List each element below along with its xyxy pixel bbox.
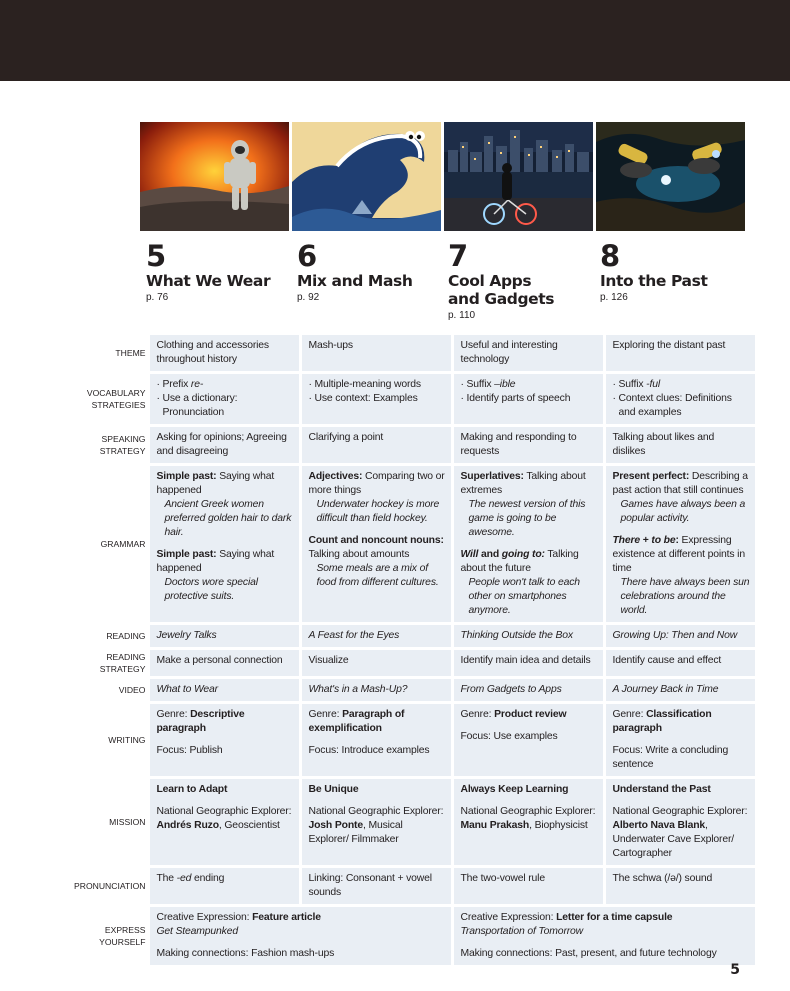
explorer-role: , Musical Explorer/ Filmmaker bbox=[308, 820, 403, 845]
grammar-heading: Superlatives: bbox=[460, 471, 524, 482]
grammar-example: There have always been sun celebrations around the world. bbox=[620, 577, 750, 616]
grammar-heading: + bbox=[640, 535, 652, 546]
mission-title: Learn to Adapt bbox=[156, 784, 228, 795]
row-label-reading: READING bbox=[106, 631, 146, 641]
explorer-role: , Geoscientist bbox=[218, 820, 280, 831]
grammar-heading: to be bbox=[651, 535, 676, 546]
express-cell bbox=[150, 907, 451, 965]
focus-prefix: Focus: bbox=[156, 745, 190, 756]
grammar-point bbox=[308, 470, 445, 498]
vocab-item: · Identify parts of speech bbox=[460, 393, 571, 404]
speaking-cell: Asking for opinions; Agreeing and disagreeing bbox=[150, 427, 299, 463]
video-cell: From Gadgets to Apps bbox=[454, 679, 603, 701]
grammar-heading: Will bbox=[460, 549, 479, 560]
genre-value: Product review bbox=[494, 709, 567, 720]
grammar-example: Doctors wore special protective suits. bbox=[164, 577, 258, 602]
grammar-cell bbox=[606, 466, 755, 622]
reading-strategy-cell: Visualize bbox=[302, 650, 451, 676]
explorer-name: Manu Prakash bbox=[460, 820, 530, 831]
vocabulary-cell bbox=[150, 374, 299, 424]
reading-cell: Thinking Outside the Box bbox=[454, 625, 603, 647]
row-label-mission: MISSION bbox=[109, 817, 146, 827]
grammar-text: Describing a past action that still continues bbox=[612, 471, 748, 496]
genre-value: Paragraph of exemplification bbox=[308, 709, 405, 734]
focus-value: Write a concluding sentence bbox=[612, 745, 729, 770]
ce-title: Transportation of Tomorrow bbox=[460, 926, 584, 937]
grammar-example: The newest version of this game is going to be awesome. bbox=[468, 499, 586, 538]
reading-strategy-cell: Make a personal connection bbox=[150, 650, 299, 676]
speaking-row bbox=[74, 427, 755, 463]
grammar-example: People won't talk to each other on smartphones anymore. bbox=[468, 577, 580, 616]
writing-cell bbox=[606, 704, 755, 776]
unit-title-line1: Cool Apps bbox=[448, 272, 532, 290]
top-banner bbox=[0, 0, 790, 81]
unit-title: Into the Past bbox=[600, 272, 708, 290]
ce-prefix: Creative Expression: bbox=[460, 912, 557, 923]
writing-genre bbox=[460, 708, 597, 722]
row-label-writing: WRITING bbox=[108, 735, 146, 745]
writing-focus bbox=[156, 744, 293, 758]
explorer-name: Alberto Nava Blank bbox=[612, 820, 706, 831]
theme-row bbox=[74, 335, 755, 371]
label-line: VOCABULARY bbox=[86, 388, 146, 398]
vocab-text: · Prefix bbox=[156, 379, 191, 390]
explorer-prefix: National Geographic Explorer: bbox=[156, 806, 292, 817]
vocab-item bbox=[460, 378, 597, 392]
ce-type: Letter for a time capsule bbox=[556, 912, 673, 923]
grammar-heading: There bbox=[612, 535, 641, 546]
mission-cell bbox=[302, 779, 451, 865]
row-label-reading-strategy bbox=[74, 650, 147, 676]
speaking-cell: Clarifying a point bbox=[302, 427, 451, 463]
writing-genre bbox=[156, 708, 293, 736]
theme-cell: Mash-ups bbox=[302, 335, 451, 371]
page-number: 5 bbox=[730, 962, 740, 978]
genre-value: Classification paragraph bbox=[612, 709, 712, 734]
vocabulary-cell bbox=[302, 374, 451, 424]
label-line: STRATEGY bbox=[99, 664, 146, 674]
grammar-text: Comparing two or more things bbox=[308, 471, 445, 496]
genre-value: Descriptive paragraph bbox=[156, 709, 245, 734]
unit-7-photo bbox=[444, 122, 593, 231]
reading-strategy-row bbox=[74, 650, 755, 676]
writing-focus bbox=[308, 744, 445, 758]
explorer-name: Andrés Ruzo bbox=[156, 820, 219, 831]
unit-number: 7 bbox=[448, 239, 468, 273]
label-line: STRATEGY bbox=[99, 446, 146, 456]
reading-strategy-cell: Identify main idea and details bbox=[454, 650, 603, 676]
explorer bbox=[460, 819, 597, 833]
explorer-role: , Underwater Cave Explorer/ Cartographer bbox=[612, 820, 735, 859]
vocab-item bbox=[156, 378, 293, 392]
row-label-speaking bbox=[74, 427, 147, 463]
video-cell: What's in a Mash-Up? bbox=[302, 679, 451, 701]
vocab-affix: –ible bbox=[494, 379, 516, 390]
reading-cell: Jewelry Talks bbox=[150, 625, 299, 647]
pronunciation-row bbox=[74, 868, 755, 904]
cave-divers-photo bbox=[596, 122, 745, 231]
unit-title-line2: and Gadgets bbox=[448, 290, 555, 308]
grammar-example: Games have always been a popular activity. bbox=[620, 499, 746, 524]
row-label-grammar: GRAMMAR bbox=[100, 539, 146, 549]
pronunciation-cell: Linking: Consonant + vowel sounds bbox=[302, 868, 451, 904]
focus-value: Publish bbox=[189, 745, 223, 756]
genre-prefix: Genre: bbox=[612, 709, 647, 720]
unit-number: 6 bbox=[297, 239, 317, 273]
focus-value: Introduce examples bbox=[341, 745, 430, 756]
pron-text: The bbox=[156, 873, 177, 884]
grammar-text: Expressing existence at different points in time bbox=[612, 535, 745, 574]
theme-cell: Useful and interesting technology bbox=[454, 335, 603, 371]
writing-cell bbox=[454, 704, 603, 776]
express-yourself-row bbox=[74, 907, 755, 965]
writing-genre bbox=[308, 708, 445, 736]
unit-6-heading bbox=[297, 241, 446, 304]
pron-em: -ed bbox=[176, 873, 192, 884]
genre-prefix: Genre: bbox=[460, 709, 495, 720]
ce-prefix: Creative Expression: bbox=[156, 912, 253, 923]
grammar-heading: Present perfect: bbox=[612, 471, 690, 482]
unit-5-photo bbox=[140, 122, 289, 231]
unit-page: p. 92 bbox=[297, 292, 320, 303]
grammar-example: Ancient Greek women preferred golden hair to dark hair. bbox=[164, 499, 292, 538]
express-cell bbox=[454, 907, 755, 965]
unit-7-heading bbox=[448, 241, 597, 322]
writing-row bbox=[74, 704, 755, 776]
fiery-crater-photo bbox=[140, 122, 289, 231]
vocab-item: · Use a dictionary: bbox=[156, 393, 238, 404]
grammar-heading: : bbox=[675, 535, 679, 546]
vocab-item-cont: and examples bbox=[618, 407, 682, 418]
vocab-item: · Multiple-meaning words bbox=[308, 379, 421, 390]
unit-8-photo bbox=[596, 122, 745, 231]
explorer bbox=[156, 819, 293, 833]
unit-8-heading bbox=[600, 241, 749, 304]
unit-number: 5 bbox=[146, 239, 166, 273]
label-line: STRATEGIES bbox=[91, 400, 146, 410]
explorer-prefix: National Geographic Explorer: bbox=[460, 806, 596, 817]
writing-cell bbox=[302, 704, 451, 776]
city-night-photo bbox=[444, 122, 593, 231]
speaking-cell: Talking about likes and dislikes bbox=[606, 427, 755, 463]
vocabulary-cell bbox=[454, 374, 603, 424]
row-label-video: VIDEO bbox=[118, 685, 146, 695]
row-label-pronunciation: PRONUNCIATION bbox=[74, 881, 146, 891]
mission-cell bbox=[606, 779, 755, 865]
unit-title: What We Wear bbox=[146, 272, 271, 290]
grammar-heading: going to: bbox=[501, 549, 545, 560]
pron-text: ending bbox=[191, 873, 225, 884]
unit-title: Mix and Mash bbox=[297, 272, 413, 290]
grammar-text: Talking about the future bbox=[460, 549, 579, 574]
grammar-point bbox=[308, 534, 445, 562]
explorer-name: Josh Ponte bbox=[308, 820, 363, 831]
grammar-heading: Count and noncount nouns: bbox=[308, 535, 444, 546]
vocabulary-cell bbox=[606, 374, 755, 424]
vocab-item: · Use context: Examples bbox=[308, 393, 418, 404]
great-wave-photo bbox=[292, 122, 441, 231]
vocab-item: · Context clues: Definitions bbox=[612, 393, 732, 404]
theme-cell: Clothing and accessories throughout history bbox=[150, 335, 299, 371]
creative-expression bbox=[156, 911, 445, 925]
focus-prefix: Focus: bbox=[308, 745, 342, 756]
focus-prefix: Focus: bbox=[460, 731, 494, 742]
label-line: SPEAKING bbox=[101, 434, 146, 444]
speaking-cell: Making and responding to requests bbox=[454, 427, 603, 463]
making-connections: Making connections: Past, present, and future technology bbox=[460, 948, 717, 959]
unit-page: p. 126 bbox=[600, 292, 628, 303]
row-label-vocabulary bbox=[74, 374, 147, 424]
writing-focus bbox=[460, 730, 597, 744]
vocab-affix: re- bbox=[190, 379, 204, 390]
grammar-point bbox=[460, 470, 597, 498]
grammar-example: Underwater hockey is more difficult than field hockey. bbox=[316, 499, 440, 524]
grammar-heading: Simple past: bbox=[156, 549, 217, 560]
video-cell: A Journey Back in Time bbox=[606, 679, 755, 701]
focus-prefix: Focus: bbox=[612, 745, 646, 756]
explorer-prefix: National Geographic Explorer: bbox=[612, 806, 748, 817]
scope-sequence-table bbox=[71, 332, 758, 968]
grammar-text: Saying what happened bbox=[156, 471, 275, 496]
unit-5-heading bbox=[146, 241, 295, 304]
creative-expression bbox=[460, 911, 749, 925]
ce-title: Get Steampunked bbox=[156, 926, 238, 937]
grammar-cell bbox=[150, 466, 299, 622]
vocab-item-cont: Pronunciation bbox=[162, 407, 225, 418]
grammar-heading: Adjectives: bbox=[308, 471, 363, 482]
video-row bbox=[74, 679, 755, 701]
pronunciation-cell: The schwa (/ə/) sound bbox=[606, 868, 755, 904]
reading-row bbox=[74, 625, 755, 647]
grammar-heading: Simple past: bbox=[156, 471, 217, 482]
mission-row bbox=[74, 779, 755, 865]
grammar-row bbox=[74, 466, 755, 622]
grammar-point bbox=[460, 548, 597, 576]
row-label-express bbox=[74, 907, 147, 965]
reading-cell: A Feast for the Eyes bbox=[302, 625, 451, 647]
mission-cell bbox=[454, 779, 603, 865]
label-line: YOURSELF bbox=[99, 937, 146, 947]
grammar-cell bbox=[302, 466, 451, 622]
writing-genre bbox=[612, 708, 749, 736]
mission-title: Understand the Past bbox=[612, 784, 711, 795]
mission-cell bbox=[150, 779, 299, 865]
grammar-cell bbox=[454, 466, 603, 622]
ce-type: Feature article bbox=[252, 912, 321, 923]
focus-value: Use examples bbox=[493, 731, 558, 742]
making-connections: Making connections: Fashion mash-ups bbox=[156, 948, 335, 959]
mission-title: Be Unique bbox=[308, 784, 359, 795]
unit-photos bbox=[140, 122, 746, 231]
pronunciation-cell: The two-vowel rule bbox=[454, 868, 603, 904]
unit-page: p. 110 bbox=[448, 310, 476, 321]
vocabulary-row bbox=[74, 374, 755, 424]
explorer-prefix: National Geographic Explorer: bbox=[308, 806, 444, 817]
explorer bbox=[612, 819, 749, 861]
grammar-text: Saying what happened bbox=[156, 549, 275, 574]
label-line: READING bbox=[106, 652, 146, 662]
unit-page: p. 76 bbox=[146, 292, 169, 303]
label-line: EXPRESS bbox=[104, 925, 146, 935]
vocab-item bbox=[612, 378, 749, 392]
grammar-point bbox=[156, 548, 293, 576]
grammar-example: Some meals are a mix of food from different cultures. bbox=[316, 563, 439, 588]
theme-cell: Exploring the distant past bbox=[606, 335, 755, 371]
writing-focus bbox=[612, 744, 749, 772]
vocab-affix: -ful bbox=[646, 379, 660, 390]
reading-cell: Growing Up: Then and Now bbox=[606, 625, 755, 647]
unit-6-photo bbox=[292, 122, 441, 231]
grammar-heading: and bbox=[478, 549, 502, 560]
genre-prefix: Genre: bbox=[156, 709, 191, 720]
pronunciation-cell bbox=[150, 868, 299, 904]
grammar-point bbox=[612, 534, 749, 576]
grammar-text: Talking about extremes bbox=[460, 471, 586, 496]
reading-strategy-cell: Identify cause and effect bbox=[606, 650, 755, 676]
genre-prefix: Genre: bbox=[308, 709, 343, 720]
grammar-point bbox=[612, 470, 749, 498]
video-cell: What to Wear bbox=[150, 679, 299, 701]
row-label-theme: THEME bbox=[115, 348, 146, 358]
vocab-text: · Suffix bbox=[460, 379, 495, 390]
vocab-text: · Suffix bbox=[612, 379, 647, 390]
grammar-text: Talking about amounts bbox=[308, 549, 410, 560]
grammar-point bbox=[156, 470, 293, 498]
explorer bbox=[308, 819, 445, 847]
unit-number: 8 bbox=[600, 239, 620, 273]
writing-cell bbox=[150, 704, 299, 776]
mission-title: Always Keep Learning bbox=[460, 784, 569, 795]
explorer-role: , Biophysicist bbox=[529, 820, 588, 831]
